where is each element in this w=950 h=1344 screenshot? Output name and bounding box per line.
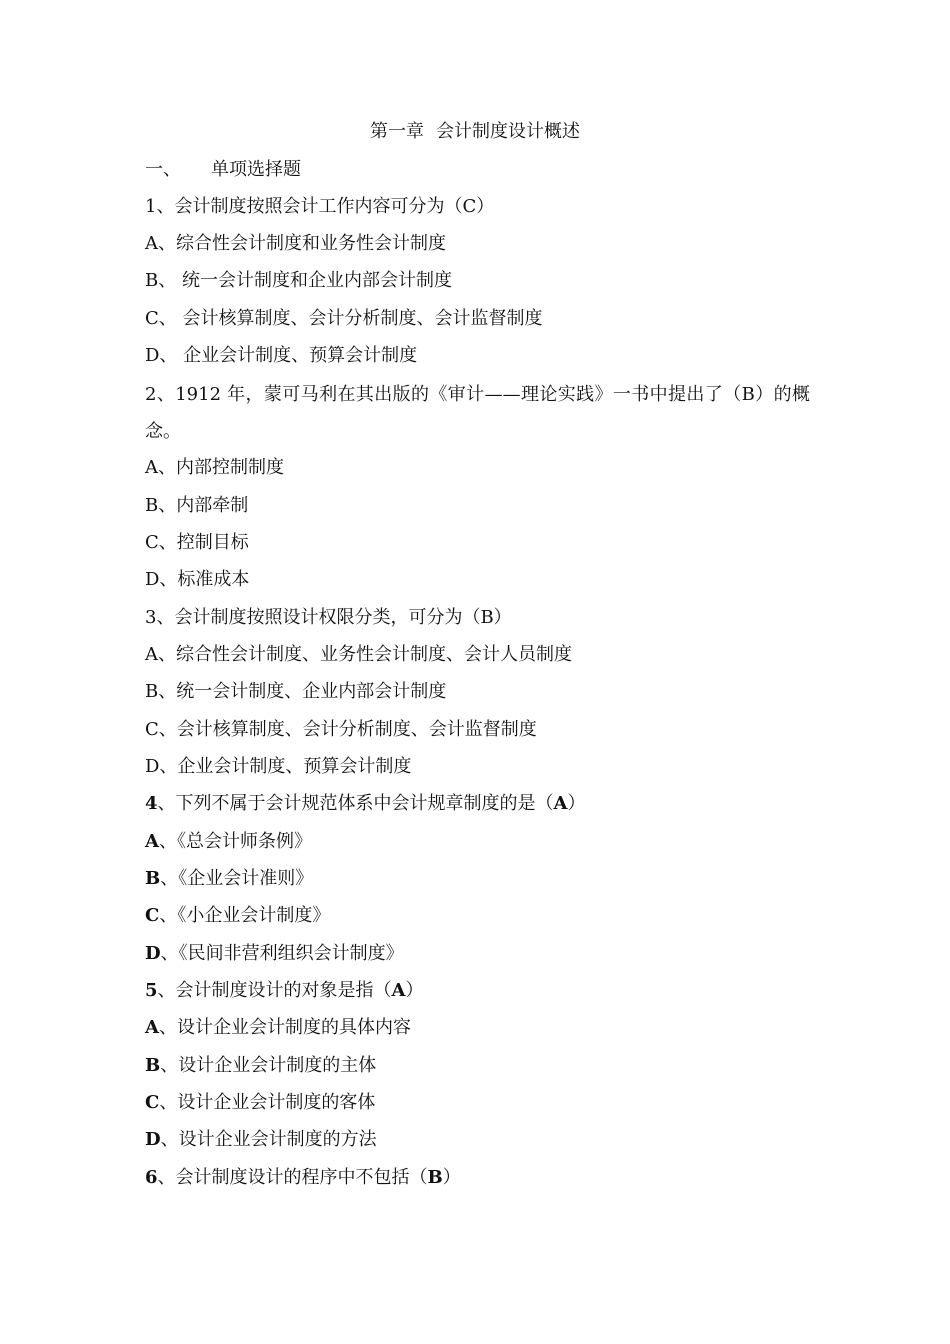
option-text: 、设计企业会计制度的客体 xyxy=(159,1092,376,1113)
question-4-stem xyxy=(145,792,586,816)
section-title: 单项选择题 xyxy=(211,159,301,180)
question-1-option-d: D、 企业会计制度、预算会计制度 xyxy=(145,345,418,366)
question-6-stem xyxy=(145,1166,461,1190)
option-key: B xyxy=(145,868,161,889)
question-4-option-d xyxy=(145,942,404,966)
question-5-option-b xyxy=(145,1054,376,1078)
option-text: 、设计企业会计制度的主体 xyxy=(160,1055,377,1076)
question-2-option-c: C、控制目标 xyxy=(145,532,249,553)
chapter-title xyxy=(0,120,950,144)
question-4-option-b xyxy=(145,867,313,891)
option-key: D xyxy=(145,943,161,964)
question-2-stem: 2、1912 年，蒙可马利在其出版的《审计——理论实践》一书中提出了（B）的概念。 xyxy=(145,384,810,442)
question-2-option-a: A、内部控制制度 xyxy=(145,457,284,478)
chapter-label: 第一章 xyxy=(370,121,424,142)
question-5-number: 5 xyxy=(145,980,158,1001)
question-6-number: 6 xyxy=(145,1167,158,1188)
question-6-answer: B xyxy=(427,1167,443,1188)
section-number: 一、 xyxy=(145,159,181,180)
option-text: 、《小企业会计制度》 xyxy=(159,905,331,926)
question-1-option-c: C、 会计核算制度、会计分析制度、会计监督制度 xyxy=(145,308,543,329)
question-4-option-a xyxy=(145,830,312,854)
question-5-answer: A xyxy=(391,980,406,1001)
question-3-option-b: B、统一会计制度、企业内部会计制度 xyxy=(145,681,447,702)
question-3-option-a: A、综合性会计制度、业务性会计制度、会计人员制度 xyxy=(145,644,572,665)
option-key: B xyxy=(145,1055,161,1076)
option-key: C xyxy=(145,905,160,926)
question-4-text: 、下列不属于会计规范体系中会计规章制度的是（ xyxy=(157,793,554,814)
question-6-text: 、会计制度设计的程序中不包括（ xyxy=(157,1167,428,1188)
question-4-answer: A xyxy=(553,793,568,814)
option-text: 、设计企业会计制度的具体内容 xyxy=(158,1017,411,1038)
question-5-option-c xyxy=(145,1091,375,1115)
question-1-option-b: B、 统一会计制度和企业内部会计制度 xyxy=(145,270,452,291)
question-6-close: ） xyxy=(442,1167,461,1188)
option-key: C xyxy=(145,1092,160,1113)
question-1-option-a: A、综合性会计制度和业务性会计制度 xyxy=(145,233,446,254)
question-5-text: 、会计制度设计的对象是指（ xyxy=(157,980,392,1001)
section-heading xyxy=(145,158,301,182)
question-3-stem: 3、会计制度按照设计权限分类，可分为（B） xyxy=(145,607,512,628)
question-5-stem xyxy=(145,979,424,1003)
option-text: 、《总会计师条例》 xyxy=(158,831,312,852)
question-4-number: 4 xyxy=(145,793,158,814)
question-1-stem: 1、会计制度按照会计工作内容可分为（C） xyxy=(145,196,495,217)
option-text: 、《企业会计准则》 xyxy=(160,868,314,889)
question-3-option-c: C、会计核算制度、会计分析制度、会计监督制度 xyxy=(145,719,537,740)
option-key: D xyxy=(145,1129,161,1150)
question-5-option-a xyxy=(145,1016,411,1040)
question-4-option-c xyxy=(145,904,330,928)
option-text: 、《民间非营利组织会计制度》 xyxy=(160,943,404,964)
question-2-option-b: B、内部牵制 xyxy=(145,495,249,516)
question-5-close: ） xyxy=(405,980,424,1001)
option-text: 、设计企业会计制度的方法 xyxy=(160,1129,377,1150)
question-5-option-d xyxy=(145,1128,377,1152)
option-key: A xyxy=(145,831,159,852)
question-3-option-d: D、企业会计制度、预算会计制度 xyxy=(145,756,412,777)
question-2-option-d: D、标准成本 xyxy=(145,569,250,590)
chapter-name: 会计制度设计概述 xyxy=(436,121,580,142)
question-4-close: ） xyxy=(567,793,586,814)
option-key: A xyxy=(145,1017,159,1038)
